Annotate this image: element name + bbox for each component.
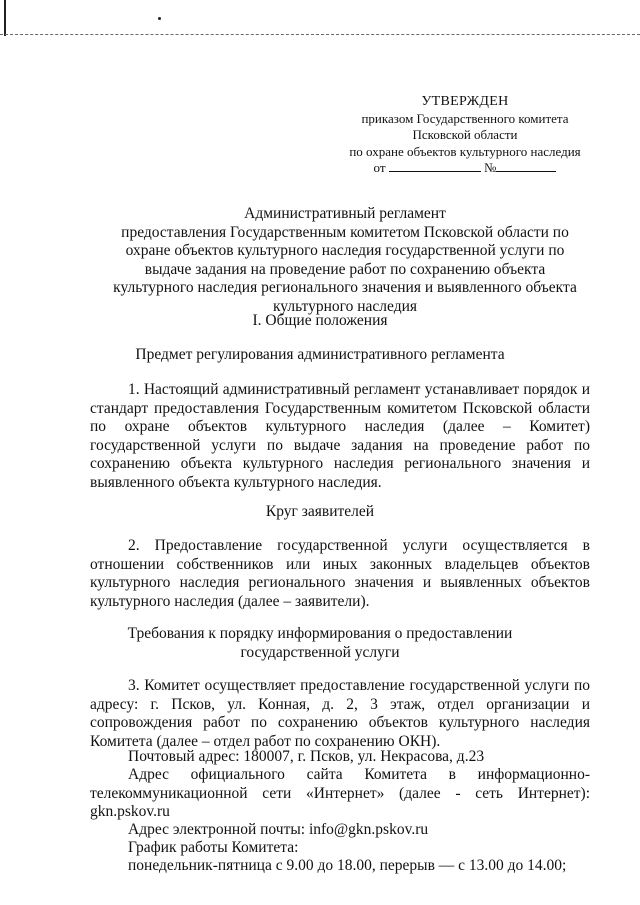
scan-dot (158, 17, 161, 20)
email-address: Адрес электронной почты: info@gkn.pskov.ru (128, 821, 429, 838)
website-paragraph (90, 766, 590, 822)
postal-address: Почтовый адрес: 180007, г. Псков, ул. Некрасова, д.23 (128, 748, 485, 765)
approval-heading: УТВЕРЖДЕН (421, 94, 509, 109)
website-text: Адрес официального сайта Комитета в информационно-телекоммуникационной сети «Интернет» (далее - сеть Интернет): gkn.pskov.ru (90, 766, 590, 820)
from-label: от (373, 160, 386, 175)
approval-line-3: по охране объектов культурного наследия (349, 143, 581, 159)
title-line-1: Административный регламент (244, 205, 446, 222)
paragraph-3-text: 3. Комитет осуществляет предоставление государственной услуги по адресу: г. Псков, ул. Конная, д. 2, 3 этаж, отдел организации и сопровождения работ по сохранению объектов культурного наследия Комитета (далее – отдел работ по сохранению ОКН). (90, 677, 590, 750)
info-heading-line-1: Требования к порядку информирования о предоставлении (127, 625, 513, 642)
applicants-heading: Круг заявителей (265, 503, 375, 520)
date-blank (389, 170, 481, 172)
paragraph-3 (90, 677, 590, 751)
section-1-heading: I. Общие положения (252, 312, 388, 329)
info-heading-line-2: государственной услуги (240, 643, 400, 661)
title-rest: предоставления Государственным комитетом Псковской области по охране объектов культурного наследия государственной услуги по выдаче задания на проведение работ по сохранению объекта культурного наследия регионального значения и выявленного объекта культурного наследия (113, 223, 577, 315)
document-title (110, 205, 580, 316)
paragraph-2 (90, 537, 590, 611)
scan-edge-mark (4, 0, 6, 36)
approval-stamp-block (330, 94, 600, 177)
paragraph-2-text: 2. Предоставление государственной услуги осуществляется в отношении собственников или иных законных владельцев объектов культурного наследия регионального значения и выявленных объектов культурного наследия (далее – заявители). (90, 537, 590, 610)
info-heading (0, 625, 640, 662)
schedule-weekdays: понедельник-пятница с 9.00 до 18.00, перерыв — с 13.00 до 14.00; (128, 857, 567, 874)
number-blank (496, 170, 556, 172)
approval-line-2: Псковской области (412, 127, 518, 142)
approval-line-1: приказом Государственного комитета (361, 110, 569, 126)
subject-heading: Предмет регулирования административного регламента (135, 346, 505, 363)
number-label: № (484, 160, 497, 175)
approval-date-number-line (330, 160, 600, 177)
paragraph-1-text: 1. Настоящий административный регламент устанавливает порядок и стандарт предоставления Государственным комитетом Псковской области по охране объектов культурного наследия (далее – Комитет) государственной услуги по выдаче задания на проведение работ по сохранению объекта культурного наследия регионального значения и выявленного объекта культурного наследия. (90, 381, 590, 491)
schedule-heading: График работы Комитета: (128, 839, 299, 856)
paragraph-1 (90, 381, 590, 492)
scan-top-border (0, 34, 640, 35)
